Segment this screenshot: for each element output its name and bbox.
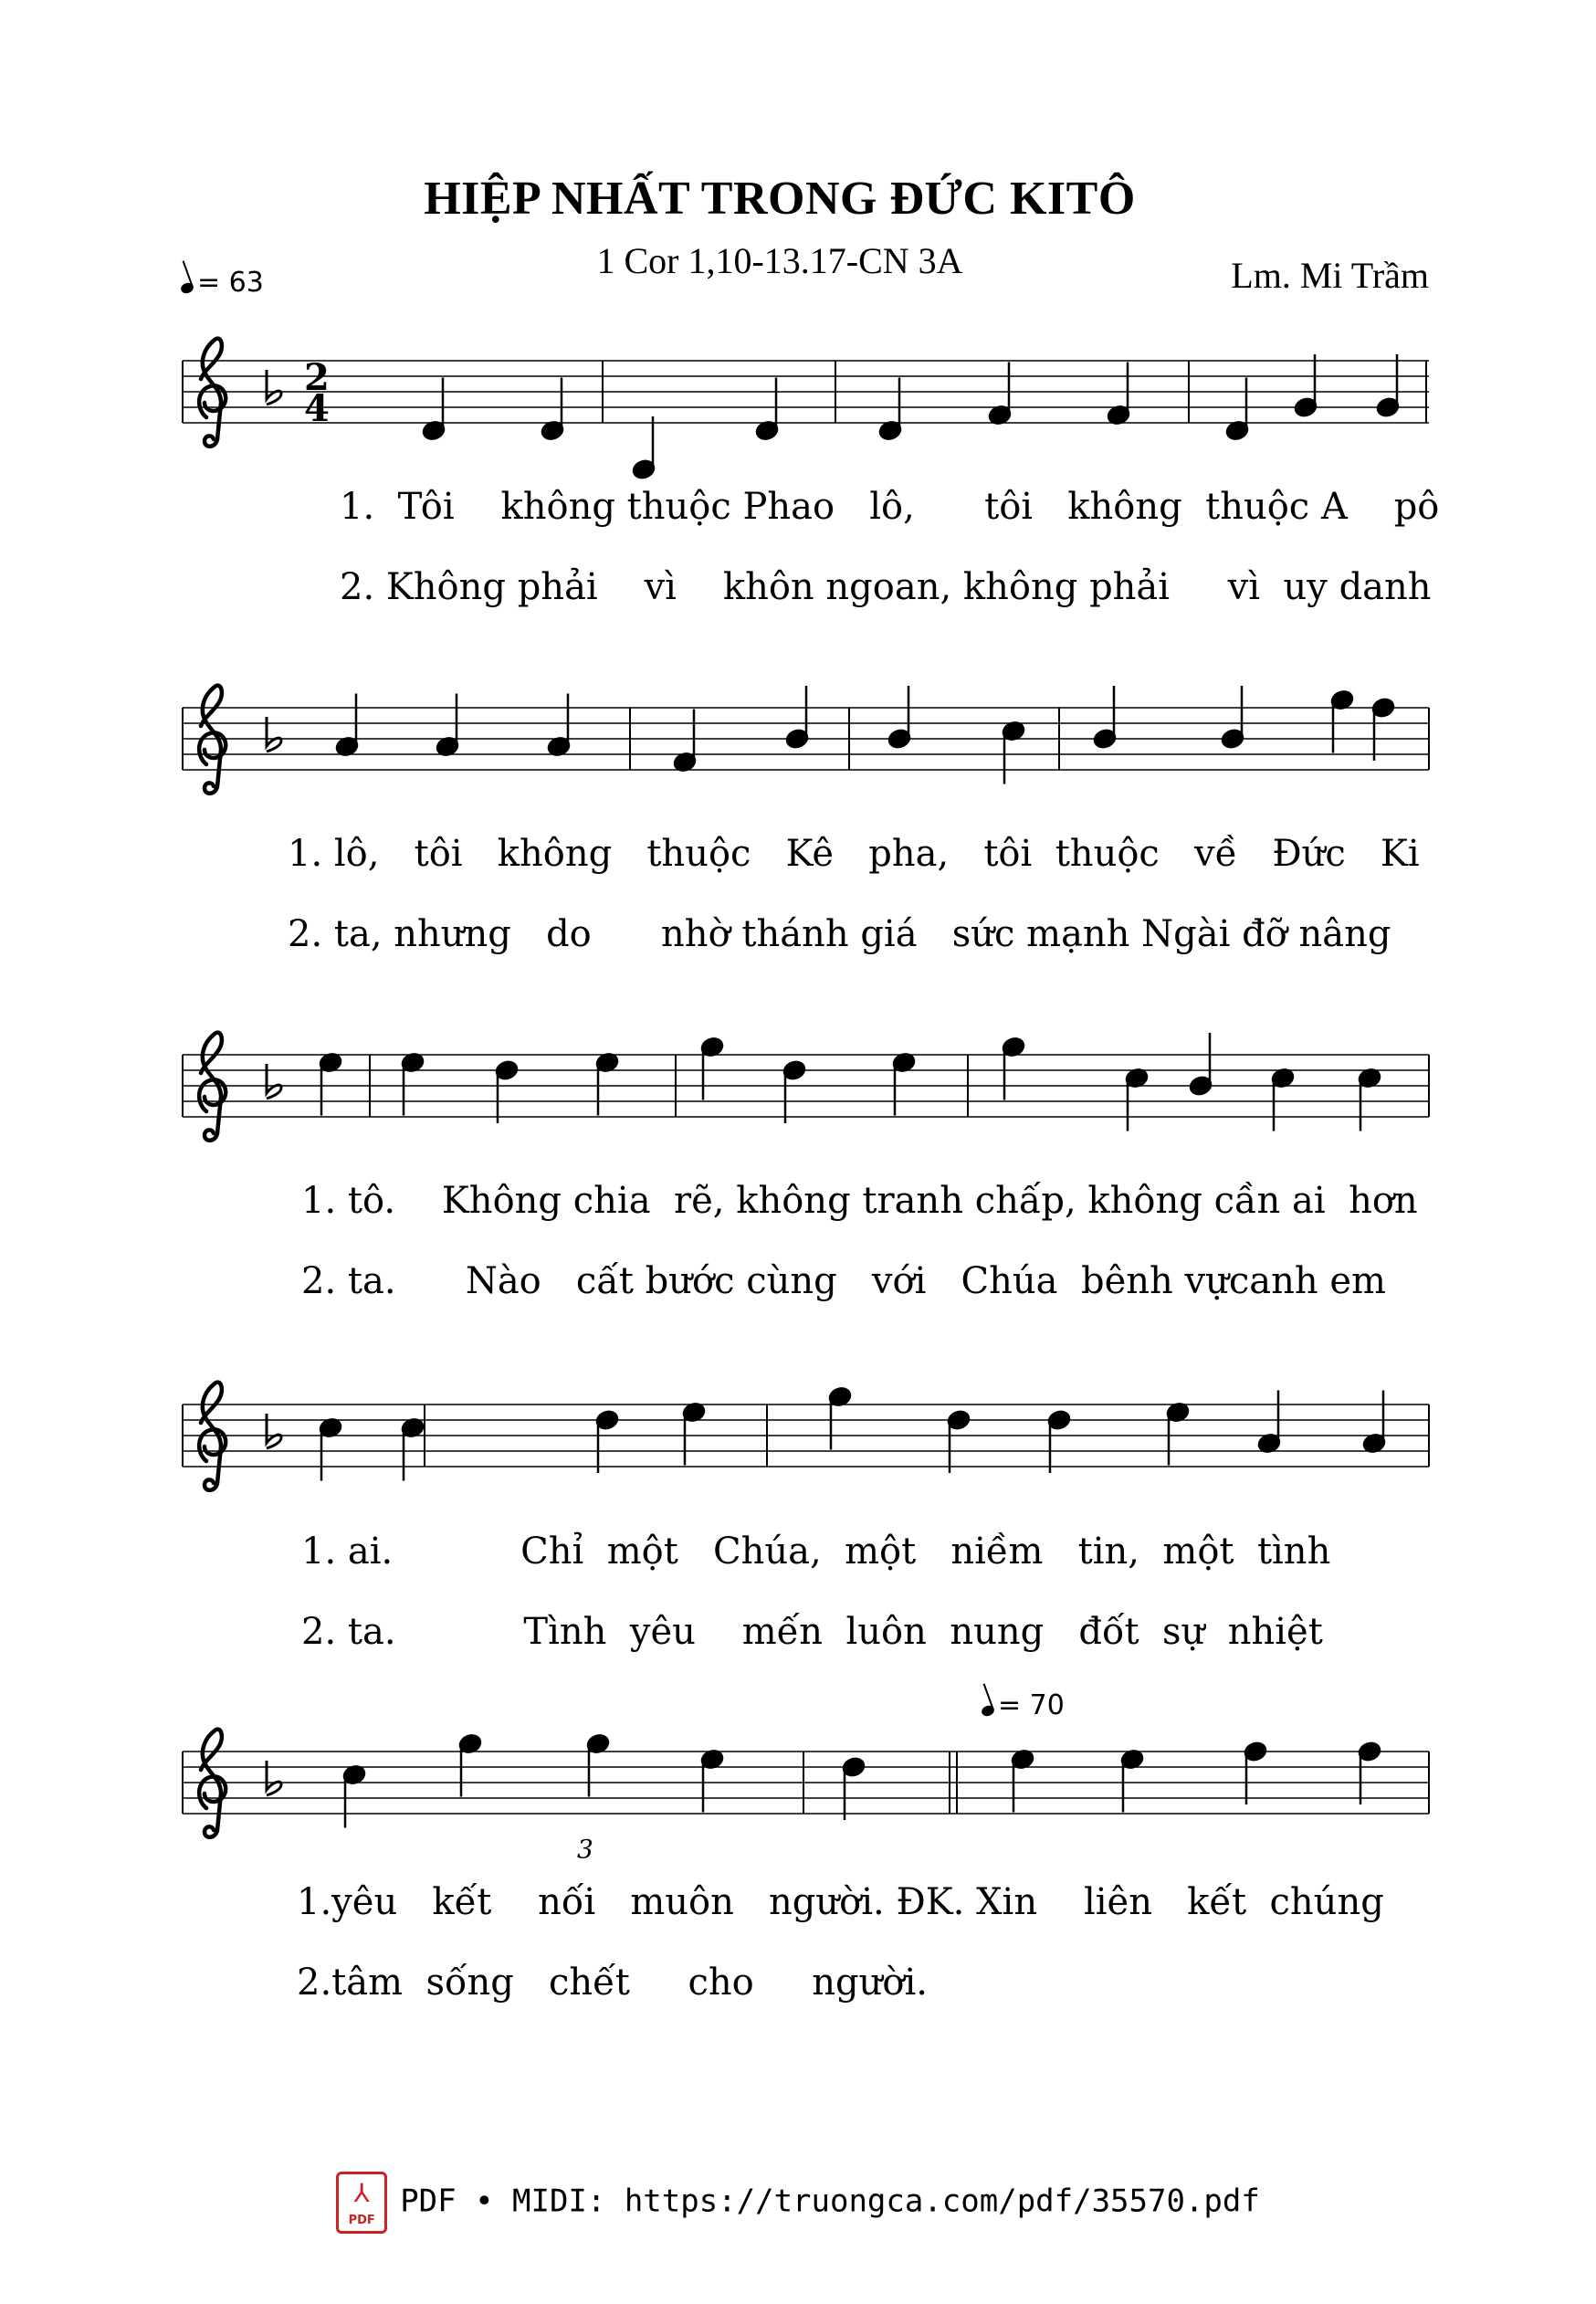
lyric-line-1-verse-2: 2. Không phải vì khôn ngoan, không phải vì uy danh <box>340 566 1432 608</box>
lyric-line-3-verse-2: 2. ta. Nào cất bước cùng với Chúa bênh vựcanh em <box>301 1260 1386 1302</box>
scripture-reference: 1 Cor 1,10-13.17-CN 3A <box>596 240 963 281</box>
staff-system-5 <box>183 1730 1429 1837</box>
flat-key-signature-icon <box>267 1761 281 1795</box>
triplet-label: 3 <box>577 1834 593 1865</box>
flat-key-signature-icon <box>267 717 281 752</box>
footer-link[interactable] <box>0 2172 1596 2234</box>
lyric-line-1-verse-1: 1. Tôi không thuộc Phao lô, tôi không thuộc A pô <box>340 486 1440 528</box>
staff-system-4 <box>183 1383 1429 1490</box>
flat-key-signature-icon <box>267 1064 281 1099</box>
flat-key-signature-icon <box>267 370 281 405</box>
song-title: HIỆP NHẤT TRONG ĐỨC KITÔ <box>424 173 1136 225</box>
staff-system-3 <box>183 1033 1429 1141</box>
lyric-line-5-verse-1: 1.yêu kết nối muôn người. ĐK. Xin liên kết chúng <box>297 1881 1384 1923</box>
flat-key-signature-icon <box>267 1414 281 1448</box>
lyric-line-3-verse-1: 1. tô. Không chia rẽ, không tranh chấp, không cần ai hơn <box>301 1180 1418 1222</box>
lyric-line-4-verse-1: 1. ai. Chỉ một Chúa, một niềm tin, một tình <box>301 1531 1331 1573</box>
tempo-change-marking: = 70 <box>982 1689 1065 1721</box>
tempo-marking: = 63 <box>181 267 264 299</box>
time-signature-bottom: 4 <box>304 387 330 430</box>
footer-text[interactable]: PDF • MIDI: https://truongca.com/pdf/35570.pdf <box>400 2183 1260 2220</box>
lyric-line-2-verse-1: 1. lô, tôi không thuộc Kê pha, tôi thuộc về Đức Ki <box>288 833 1420 875</box>
composer: Lm. Mi Trầm <box>1231 255 1429 296</box>
lyric-line-5-verse-2: 2.tâm sống chết cho người. <box>297 1962 928 2004</box>
lyric-line-4-verse-2: 2. ta. Tình yêu mến luôn nung đốt sự nhiệt <box>301 1611 1323 1653</box>
lyric-line-2-verse-2: 2. ta, nhưng do nhờ thánh giá sức mạnh Ngài đỡ nâng <box>288 913 1391 955</box>
time-signature-top: 2 <box>304 356 330 399</box>
notes-system-1 <box>422 354 1400 480</box>
pdf-icon[interactable]: ⅄ PDF <box>336 2172 387 2234</box>
